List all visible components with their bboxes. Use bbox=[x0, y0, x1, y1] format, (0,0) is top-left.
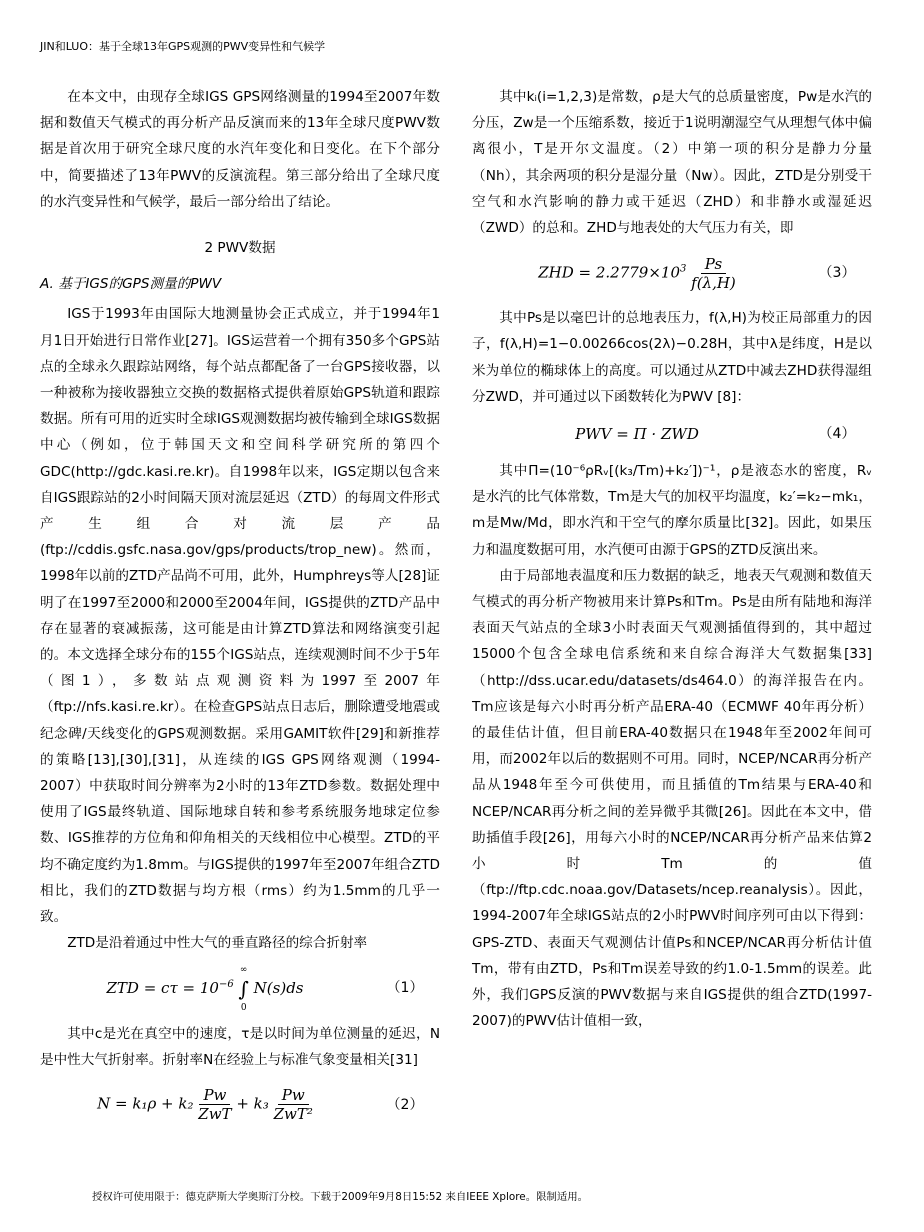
eq3-lhs: ZHD = 2.2779×10 bbox=[538, 263, 680, 282]
pi-paragraph: 其中Π=(10⁻⁶ρRᵥ[(k₃/Tm)+k₂′])⁻¹，ρ是液态水的密度，Rᵥ是水汽的比气体常数，Tm是大气的加权平均温度，k₂′=k₂−mk₁，m是Mw/Md，即水汽和干空气的摩尔质量比[32]。因此，如果压力和温度数据可用，水汽便可由源于GPS的ZTD反演出来。 bbox=[472, 463, 872, 558]
eq1-exp: −6 bbox=[218, 978, 234, 990]
equation-3 bbox=[472, 247, 872, 299]
equation-4 bbox=[472, 416, 872, 452]
eq3-number: （3） bbox=[818, 265, 856, 282]
equation-2 bbox=[40, 1079, 440, 1131]
eq1-lower: 0 bbox=[240, 1002, 247, 1013]
equation-1 bbox=[40, 963, 440, 1015]
eq1-integral: ∞ ∫ 0 bbox=[238, 961, 248, 1017]
eq4-body: PWV = Π · ZWD bbox=[575, 424, 699, 443]
right-column bbox=[472, 84, 872, 1035]
ztd-intro-paragraph: ZTD是沿着通过中性大气的垂直路径的综合折射率 bbox=[67, 935, 368, 952]
left-column bbox=[40, 84, 440, 1137]
eq4-number: （4） bbox=[818, 425, 856, 442]
constants-paragraph: 其中kᵢ(i=1,2,3)是常数，ρ是大气的总质量密度，Pw是水汽的分压，Zw是一个压缩系数，接近于1说明潮湿空气从理想气体中偏离很小，T是开尔文温度。（2）中第一项的积分是静力分量（Nh），其余两项的积分是湿分量（Nw）。因此，ZTD是分别受干空气和水汽影响的静力或干延迟（ZHD）和非静水或湿延迟（ZWD）的总和。ZHD与地表处的大气压力有关，即 bbox=[472, 89, 872, 237]
footer-license: 授权许可使用限于：德克萨斯大学奥斯汀分校。下载于2009年9月8日15:52 来自IEEE Xplore。限制适用。 bbox=[92, 1191, 589, 1203]
section-title: 2 PWV数据 bbox=[204, 240, 276, 257]
eq1-integrand: N(s)ds bbox=[253, 978, 304, 997]
eq3-frac: $\frac{Ps}{f(\lambda,H)}$ bbox=[691, 254, 736, 292]
eq1-upper: ∞ bbox=[239, 964, 248, 975]
subsection-title: A. 基于IGS的GPS测量的PWV bbox=[40, 276, 222, 293]
eq2-number: （2） bbox=[386, 1096, 424, 1113]
data-sources-paragraph: 由于局部地表温度和压力数据的缺乏，地表天气观测和数值天气模式的再分析产物被用来计算Ps和Tm。Ps是由所有陆地和海洋表面天气站点的全球3小时表面天气观测插值得到的，其中超过15000个包含全球电信系统和来自综合海洋大气数据集[33]（http://dss.ucar.edu/datasets/ds464.0）的海洋报告在内。Tm应该是每六小时再分析产品ERA-40（ECMWF 40年再分析）的最佳估计值，但目前ERA-40数据只在1948年至2002年间可用，而2002年以后的数据则不可用。同时，NCEP/NCAR再分析产品从1948年至今可供使用，而且插值的Tm结果与ERA-40和NCEP/NCAR再分析之间的差异微乎其微[26]。因此在本文中，借助插值手段[26]，用每六小时的NCEP/NCAR再分析产品来估算2小时Tm的值（ftp://ftp.cdc.noaa.gov/Datasets/ncep.reanalysis）。因此，1994-2007年全球IGS站点的2小时PWV时间序列可由以下得到：GPS-ZTD、表面天气观测估计值Ps和NCEP/NCAR再分析估计值Tm，带有由ZTD，Ps和Tm误差导致的约1.0-1.5mm的误差。此外，我们GPS反演的PWV数据与来自IGS提供的组合ZTD(1997-2007)的PWV估计值相一致， bbox=[472, 567, 872, 1030]
eq2-mid: + k₃ bbox=[236, 1094, 269, 1113]
igs-paragraph: IGS于1993年由国际大地测量协会正式成立，并于1994年1月1日开始进行日常作业[27]。IGS运营着一个拥有350多个GPS站点的全球永久跟踪站网络，每个站点都配备了一台GPS接收器，以一种被称为接收器独立交换的数据格式提供着原始GPS轨道和跟踪数据。所有可用的近实时全球IGS观测数据均被传输到全球IGS数据中心（例如，位于韩国天文和空间科学研究所的第四个 GDC(http://gdc.kasi.re.kr)。自1998年以来，IGS定期以包含来自IGS跟踪站的2小时间隔天顶对流层延迟（ZTD）的每周文件形式产生组合对流层产品(ftp://cddis.gsfc.nasa.gov/gps/products/trop_new)。然而，1998年以前的ZTD产品尚不可用，此外，Humphreys等人[28]证明了在1997至2000和2000至2004年间，IGS提供的ZTD产品中存在显著的衰减振荡，这可能是由计算ZTD算法和网络演变引起的。本文选择全球分布的155个IGS站点，连续观测时间不少于5年（图1），多数站点观测资料为1997至2007年（ftp://nfs.kasi.re.kr）。在检查GPS站点日志后，删除遭受地震或纪念碑/天线变化的GPS观测数据。采用GAMIT软件[29]和新推荐的策略[13],[30],[31]，从连续的IGS GPS网络观测（1994-2007）中获取时间分辨率为2小时的13年ZTD参数。数据处理中使用了IGS最终轨道、国际地球自转和参考系统服务地球定位参数、IGS推荐的方位角和仰角相关的天线相位中心模型。ZTD的平均不确定度约为1.8mm。与IGS提供的1997年至2007年组合ZTD相比，我们的ZTD数据与均方根（rms）约为1.5mm的几乎一致。 bbox=[40, 306, 440, 926]
eq3-exp: 3 bbox=[680, 263, 687, 275]
running-head: JIN和LUO：基于全球13年GPS观测的PWV变异性和气候学 bbox=[40, 40, 326, 53]
eq2-frac-1: $\frac{Pw}{\text{ZwT}}$ bbox=[198, 1086, 232, 1124]
ztd-definition-paragraph: 其中c是光在真空中的速度，τ是以时间为单位测量的延迟，N是中性大气折射率。折射率N在经验上与标准气象变量相关[31] bbox=[40, 1025, 440, 1068]
eq1-lhs: ZTD = cτ = 10 bbox=[106, 978, 219, 997]
zhd-paragraph: 其中Ps是以毫巴计的总地表压力，f(λ,H)为校正局部重力的因子，f(λ,H)=1−0.00266cos(2λ)−0.28H，其中λ是纬度，H是以米为单位的椭球体上的高度。可以通过从ZTD中减去ZHD获得湿组分ZWD，并可通过以下函数转化为PWV [8]： bbox=[472, 310, 872, 405]
eq1-number: （1） bbox=[386, 980, 424, 997]
eq2-frac-2: $\frac{Pw}{\text{ZwT²}}$ bbox=[273, 1086, 313, 1124]
eq2-lhs: N = k₁ρ + k₂ bbox=[97, 1094, 194, 1113]
intro-paragraph: 在本文中，由现存全球IGS GPS网络测量的1994至2007年数据和数值天气模式的再分析产品反演而来的13年全球尺度PWV数据是首次用于研究全球尺度的水汽年变化和日变化。在下个部分中，简要描述了13年PWV的反演流程。第三部分给出了全球尺度的水汽变异性和气候学，最后一部分给出了结论。 bbox=[40, 89, 440, 210]
